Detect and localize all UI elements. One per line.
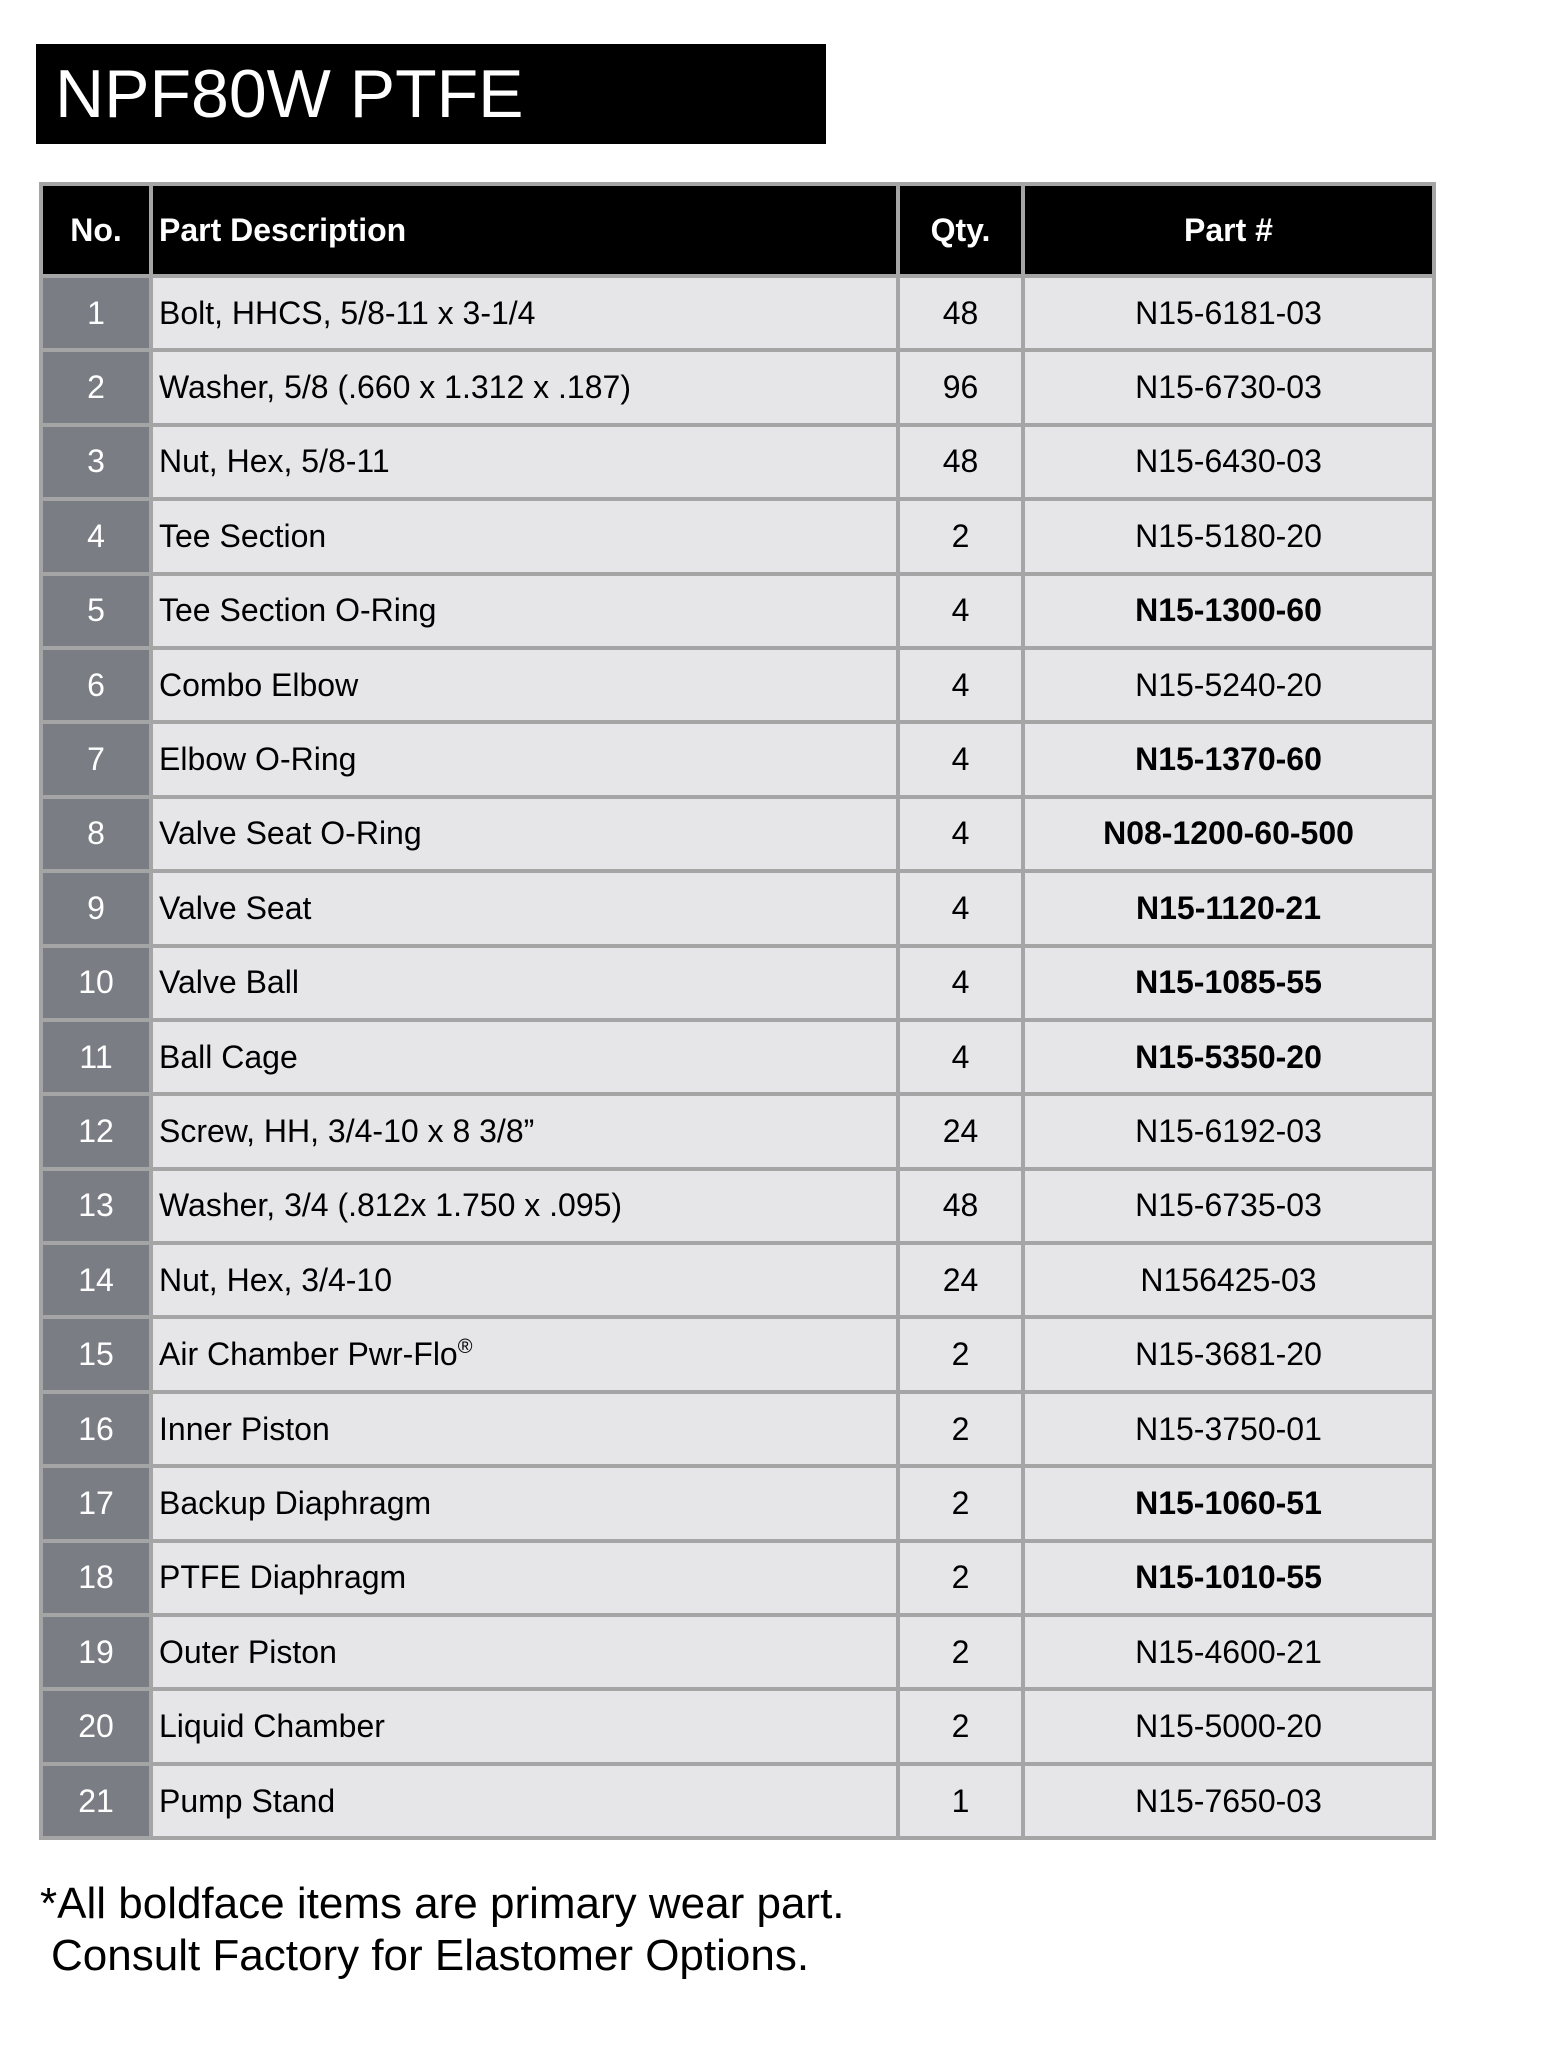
part-quantity: 24 xyxy=(898,1094,1023,1168)
part-description xyxy=(151,1615,898,1689)
part-number: N15-4600-21 xyxy=(1023,1615,1434,1689)
part-description-text: Bolt, HHCS, 5/8-11 x 3-1/4 xyxy=(159,294,536,331)
part-quantity: 2 xyxy=(898,1689,1023,1763)
table-row xyxy=(41,1541,1434,1615)
part-description-text: Pump Stand xyxy=(159,1782,336,1819)
part-description xyxy=(151,946,898,1020)
header-qty: Qty. xyxy=(898,184,1023,276)
header-description: Part Description xyxy=(151,184,898,276)
part-quantity: 4 xyxy=(898,797,1023,871)
row-number: 2 xyxy=(41,350,151,424)
part-quantity: 2 xyxy=(898,1317,1023,1391)
part-quantity: 4 xyxy=(898,722,1023,796)
part-description-text: Valve Seat O-Ring xyxy=(159,815,422,852)
row-number: 5 xyxy=(41,574,151,648)
row-number: 11 xyxy=(41,1020,151,1094)
part-number: N15-5000-20 xyxy=(1023,1689,1434,1763)
part-description xyxy=(151,1020,898,1094)
part-description xyxy=(151,1243,898,1317)
part-number: N15-1120-21 xyxy=(1023,871,1434,945)
part-quantity: 2 xyxy=(898,1615,1023,1689)
row-number: 3 xyxy=(41,425,151,499)
part-description xyxy=(151,1392,898,1466)
part-quantity: 1 xyxy=(898,1764,1023,1838)
part-description xyxy=(151,1317,898,1391)
header-no: No. xyxy=(41,184,151,276)
part-number: N15-1010-55 xyxy=(1023,1541,1434,1615)
part-number: N156425-03 xyxy=(1023,1243,1434,1317)
footnote-line-1: *All boldface items are primary wear part. xyxy=(40,1879,845,1928)
part-description-text: PTFE Diaphragm xyxy=(159,1559,407,1596)
part-description xyxy=(151,871,898,945)
parts-table xyxy=(39,182,1436,1840)
table-row xyxy=(41,1020,1434,1094)
part-description xyxy=(151,648,898,722)
table-row xyxy=(41,797,1434,871)
table-row xyxy=(41,1689,1434,1763)
table-row xyxy=(41,574,1434,648)
part-number: N15-1300-60 xyxy=(1023,574,1434,648)
part-description xyxy=(151,276,898,350)
part-quantity: 96 xyxy=(898,350,1023,424)
table-header-row xyxy=(41,184,1434,276)
row-number: 4 xyxy=(41,499,151,573)
table-row xyxy=(41,1466,1434,1540)
row-number: 20 xyxy=(41,1689,151,1763)
table-row xyxy=(41,722,1434,796)
part-description-text: Valve Ball xyxy=(159,964,299,1001)
part-quantity: 48 xyxy=(898,276,1023,350)
table-row xyxy=(41,1169,1434,1243)
part-description xyxy=(151,1466,898,1540)
header-part-number: Part # xyxy=(1023,184,1434,276)
part-description-text: Combo Elbow xyxy=(159,666,359,703)
row-number: 12 xyxy=(41,1094,151,1168)
table-row xyxy=(41,648,1434,722)
part-description xyxy=(151,1689,898,1763)
part-number: N15-6430-03 xyxy=(1023,425,1434,499)
row-number: 10 xyxy=(41,946,151,1020)
part-quantity: 4 xyxy=(898,946,1023,1020)
page-title: NPF80W PTFE xyxy=(36,44,826,144)
part-description-text: Nut, Hex, 3/4-10 xyxy=(159,1261,392,1298)
part-description-text: Outer Piston xyxy=(159,1633,337,1670)
part-description-text: Liquid Chamber xyxy=(159,1708,385,1745)
part-number: N15-6730-03 xyxy=(1023,350,1434,424)
row-number: 14 xyxy=(41,1243,151,1317)
row-number: 13 xyxy=(41,1169,151,1243)
row-number: 17 xyxy=(41,1466,151,1540)
part-quantity: 4 xyxy=(898,574,1023,648)
row-number: 7 xyxy=(41,722,151,796)
part-description-text: Backup Diaphragm xyxy=(159,1484,432,1521)
part-description-text: Screw, HH, 3/4-10 x 8 3/8” xyxy=(159,1112,535,1149)
part-description-text: Valve Seat xyxy=(159,889,312,926)
part-description-text: Nut, Hex, 5/8-11 xyxy=(159,443,390,480)
part-description-text: Washer, 5/8 (.660 x 1.312 x .187) xyxy=(159,369,631,406)
part-description xyxy=(151,574,898,648)
table-row xyxy=(41,350,1434,424)
table-row xyxy=(41,425,1434,499)
part-description xyxy=(151,350,898,424)
part-number: N15-7650-03 xyxy=(1023,1764,1434,1838)
part-number: N15-6192-03 xyxy=(1023,1094,1434,1168)
part-description xyxy=(151,1764,898,1838)
part-quantity: 4 xyxy=(898,648,1023,722)
table-row xyxy=(41,1317,1434,1391)
table-row xyxy=(41,276,1434,350)
row-number: 6 xyxy=(41,648,151,722)
row-number: 9 xyxy=(41,871,151,945)
part-description xyxy=(151,1541,898,1615)
part-number: N15-5180-20 xyxy=(1023,499,1434,573)
part-quantity: 2 xyxy=(898,1466,1023,1540)
part-number: N15-6181-03 xyxy=(1023,276,1434,350)
part-number: N15-3681-20 xyxy=(1023,1317,1434,1391)
part-quantity: 2 xyxy=(898,1541,1023,1615)
part-description-text: Washer, 3/4 (.812x 1.750 x .095) xyxy=(159,1187,623,1224)
part-number: N15-3750-01 xyxy=(1023,1392,1434,1466)
table-row xyxy=(41,1094,1434,1168)
row-number: 19 xyxy=(41,1615,151,1689)
part-description xyxy=(151,1094,898,1168)
part-quantity: 4 xyxy=(898,1020,1023,1094)
part-description-text: Inner Piston xyxy=(159,1410,330,1447)
part-description xyxy=(151,1169,898,1243)
registered-mark: ® xyxy=(457,1336,473,1359)
row-number: 15 xyxy=(41,1317,151,1391)
part-description xyxy=(151,722,898,796)
parts-table-body xyxy=(41,276,1434,1838)
table-row xyxy=(41,1392,1434,1466)
table-row xyxy=(41,1243,1434,1317)
row-number: 16 xyxy=(41,1392,151,1466)
part-description-text: Tee Section xyxy=(159,517,327,554)
part-description xyxy=(151,499,898,573)
footnote xyxy=(40,1878,845,1982)
part-description-text: Ball Cage xyxy=(159,1038,298,1075)
part-quantity: 2 xyxy=(898,499,1023,573)
table-row xyxy=(41,1764,1434,1838)
part-quantity: 24 xyxy=(898,1243,1023,1317)
part-number: N15-6735-03 xyxy=(1023,1169,1434,1243)
footnote-line-2: Consult Factory for Elastomer Options. xyxy=(51,1931,810,1980)
table-row xyxy=(41,946,1434,1020)
part-description-text: Air Chamber Pwr-Flo xyxy=(159,1336,458,1373)
part-quantity: 48 xyxy=(898,425,1023,499)
part-description-text: Elbow O-Ring xyxy=(159,741,357,778)
part-number: N15-5350-20 xyxy=(1023,1020,1434,1094)
part-quantity: 2 xyxy=(898,1392,1023,1466)
part-number: N15-1060-51 xyxy=(1023,1466,1434,1540)
part-number: N08-1200-60-500 xyxy=(1023,797,1434,871)
part-description-text: Tee Section O-Ring xyxy=(159,592,437,629)
part-quantity: 4 xyxy=(898,871,1023,945)
row-number: 8 xyxy=(41,797,151,871)
part-number: N15-1370-60 xyxy=(1023,722,1434,796)
part-description xyxy=(151,425,898,499)
table-row xyxy=(41,871,1434,945)
row-number: 1 xyxy=(41,276,151,350)
part-number: N15-5240-20 xyxy=(1023,648,1434,722)
row-number: 18 xyxy=(41,1541,151,1615)
part-quantity: 48 xyxy=(898,1169,1023,1243)
table-row xyxy=(41,499,1434,573)
part-number: N15-1085-55 xyxy=(1023,946,1434,1020)
table-row xyxy=(41,1615,1434,1689)
row-number: 21 xyxy=(41,1764,151,1838)
part-description xyxy=(151,797,898,871)
